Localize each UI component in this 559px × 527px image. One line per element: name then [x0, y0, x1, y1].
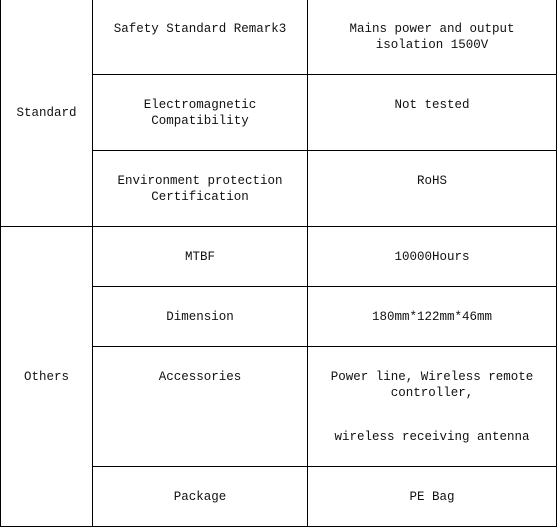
row-value	[308, 151, 557, 227]
row-key	[93, 151, 308, 227]
row-key	[93, 0, 308, 75]
row-value-text: PE Bag	[409, 490, 455, 504]
row-key-text: Accessories	[158, 370, 242, 384]
row-key-text: Electromagnetic Compatibility	[143, 98, 257, 128]
row-value-text: Not tested	[394, 98, 470, 112]
row-key	[93, 75, 308, 151]
row-key-text: Environment protection Certification	[117, 174, 283, 204]
row-key	[93, 227, 308, 287]
row-value-text: Mains power and output isolation 1500V	[349, 22, 515, 52]
row-key-text: MTBF	[184, 250, 215, 264]
row-value	[308, 467, 557, 527]
table-row	[1, 0, 557, 75]
row-key-text: Dimension	[166, 310, 234, 324]
row-value-text-2: wireless receiving antenna	[334, 430, 530, 444]
table-row	[1, 227, 557, 287]
row-value	[308, 227, 557, 287]
row-value	[308, 287, 557, 347]
row-value-text: Power line, Wireless remote controller,	[330, 370, 534, 400]
row-value	[308, 0, 557, 75]
row-value-block	[314, 347, 550, 445]
row-key	[93, 467, 308, 527]
row-value	[308, 347, 557, 467]
row-key-text: Package	[173, 490, 227, 504]
row-value-text: 10000Hours	[394, 250, 470, 264]
row-key	[93, 287, 308, 347]
group-label-standard: Standard	[1, 0, 93, 227]
row-key-text: Safety Standard Remark3	[113, 22, 287, 36]
row-key	[93, 347, 308, 467]
row-value	[308, 75, 557, 151]
row-value-text: 180mm*122mm*46mm	[371, 310, 493, 324]
row-value-text: RoHS	[416, 174, 447, 188]
group-label-others: Others	[1, 227, 93, 527]
